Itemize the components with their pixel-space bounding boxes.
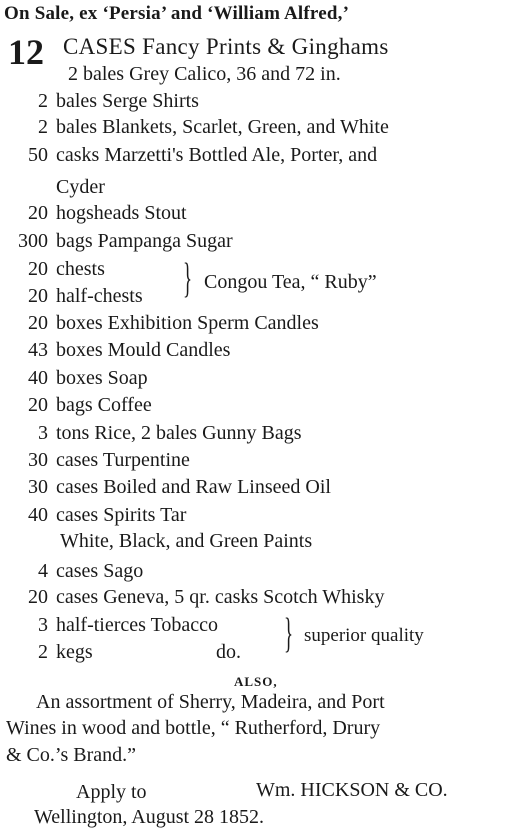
item-qty: 40 — [28, 504, 48, 526]
apply-to: Apply to — [76, 781, 147, 803]
item-qty: 50 — [28, 144, 48, 166]
item-text: bales Serge Shirts — [56, 90, 199, 112]
item-qty: 20 — [28, 394, 48, 416]
item-text: bags Pampanga Sugar — [56, 230, 233, 252]
item-qty: 4 — [38, 560, 48, 582]
item-qty: 3 — [38, 614, 48, 636]
item-qty: 2 — [38, 116, 48, 138]
assortment-line: & Co.’s Brand.” — [6, 744, 136, 766]
tea-label: Congou Tea, “ Ruby” — [204, 271, 377, 293]
item-text: kegs — [56, 641, 93, 663]
ditto-mark: do. — [216, 641, 241, 663]
item-qty: 30 — [28, 476, 48, 498]
also-heading: ALSO, — [234, 674, 278, 689]
item-text: cases Boiled and Raw Linseed Oil — [56, 476, 331, 498]
item-qty: 2 — [38, 90, 48, 112]
item-qty: 40 — [28, 367, 48, 389]
grey-calico-line: 2 bales Grey Calico, 36 and 72 in. — [68, 63, 341, 85]
agent-name: Wm. HICKSON & CO. — [256, 779, 448, 801]
lead-item: CASES Fancy Prints & Ginghams — [63, 34, 389, 59]
tobacco-label: superior quality — [304, 625, 424, 646]
item-text: bales Blankets, Scarlet, Green, and White — [56, 116, 389, 138]
header: On Sale, ex ‘Persia’ and ‘William Alfred,’ — [4, 3, 350, 24]
item-continuation: White, Black, and Green Paints — [60, 530, 313, 552]
brace: } — [284, 611, 294, 657]
item-text: casks Marzetti's Bottled Ale, Porter, and — [56, 144, 378, 166]
item-text: chests — [56, 258, 105, 280]
item-text: cases Turpentine — [56, 449, 190, 471]
item-text: cases Geneva, 5 qr. casks Scotch Whisky — [56, 586, 385, 608]
item-text: tons Rice, 2 bales Gunny Bags — [56, 422, 302, 444]
item-qty: 20 — [28, 312, 48, 334]
dateline: Wellington, August 28 1852. — [34, 806, 265, 828]
item-qty: 2 — [38, 641, 48, 663]
item-text: half-chests — [56, 285, 143, 307]
item-text: half-tierces Tobacco — [56, 614, 219, 636]
item-qty: 43 — [28, 339, 48, 361]
item-qty: 20 — [28, 285, 48, 307]
brace: } — [183, 256, 193, 302]
item-text: bags Coffee — [56, 394, 152, 416]
item-qty: 20 — [28, 202, 48, 224]
lead-quantity: 12 — [8, 32, 44, 72]
item-qty: 3 — [38, 422, 48, 444]
item-continuation: Cyder — [56, 176, 105, 198]
item-text: cases Spirits Tar — [56, 504, 187, 526]
item-qty: 20 — [28, 586, 48, 608]
item-text: boxes Mould Candles — [56, 339, 231, 361]
item-text: boxes Exhibition Sperm Candles — [56, 312, 319, 334]
assortment-line: An assortment of Sherry, Madeira, and Port — [36, 691, 385, 713]
item-text: boxes Soap — [56, 367, 148, 389]
item-text: cases Sago — [56, 560, 144, 582]
item-qty: 300 — [18, 230, 48, 252]
item-qty: 20 — [28, 258, 48, 280]
item-qty: 30 — [28, 449, 48, 471]
item-text: hogsheads Stout — [56, 202, 187, 224]
assortment-line: Wines in wood and bottle, “ Rutherford, Drury — [6, 717, 381, 739]
